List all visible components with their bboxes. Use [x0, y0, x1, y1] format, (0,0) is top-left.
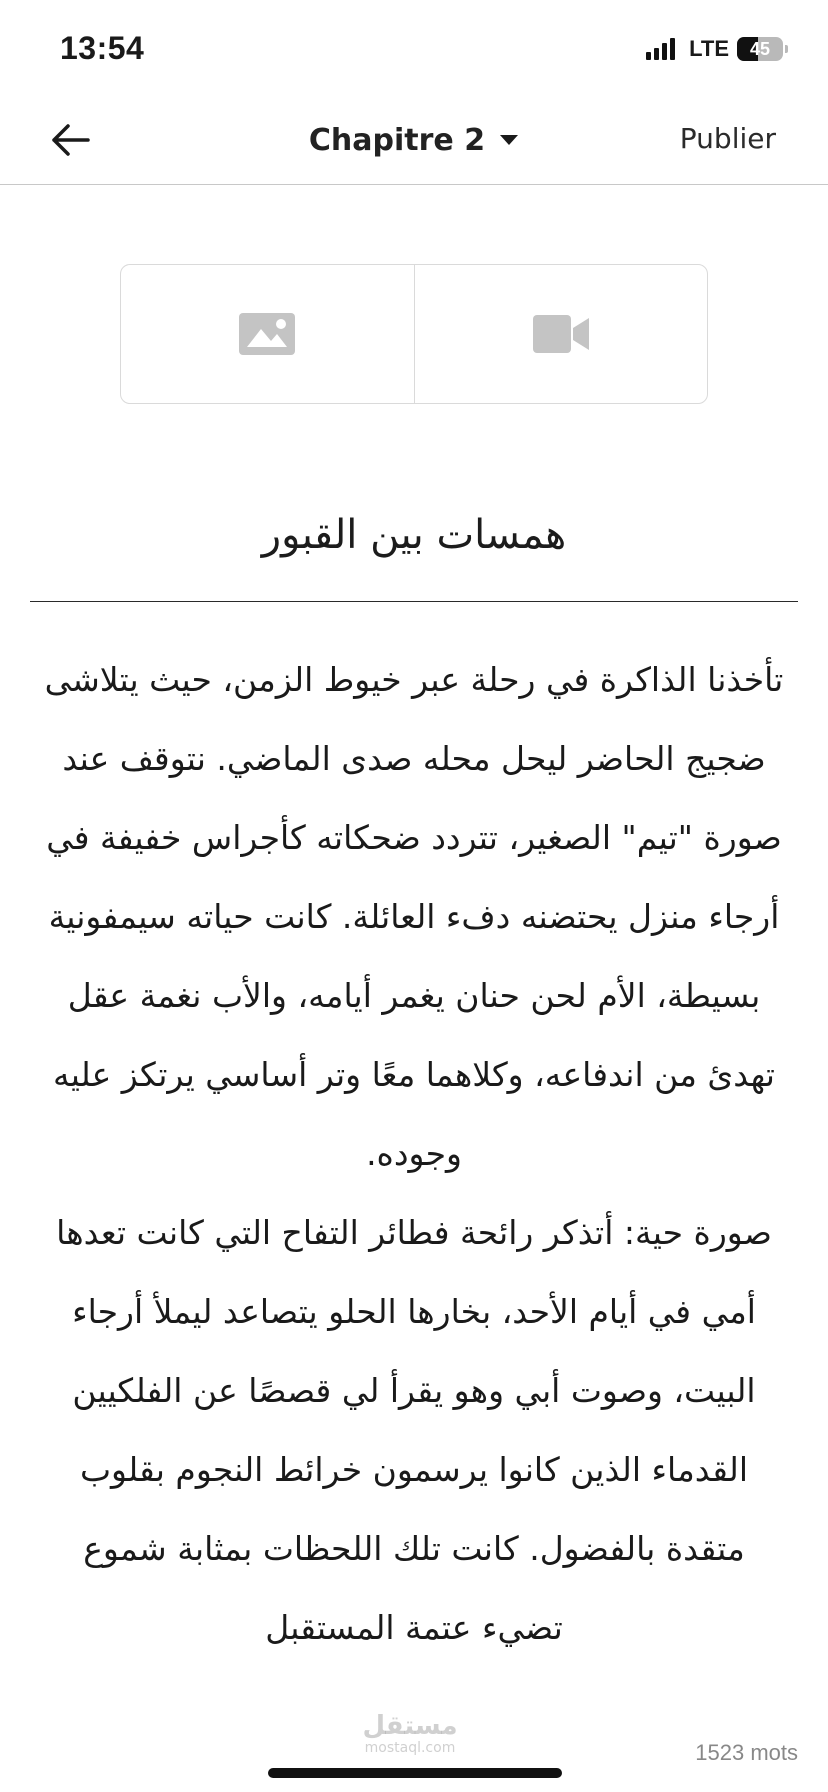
add-video-button[interactable]	[414, 265, 708, 403]
story-paragraph: تأخذنا الذاكرة في رحلة عبر خيوط الزمن، حيث يتلاشى ضجيج الحاضر ليحل محله صدى الماضي. نتوقف عند صورة "تيم" الصغير، تتردد ضحكاته كأجراس خفيفة في أرجاء منزل يحتضنه دفء العائلة. كانت حياته سيمفونية بسيطة، الأم لحن حنان يغمر أيامه، والأب نغمة عقل تهدئ من اندفاعه، وكلاهما معًا وتر أساسي يرتكز عليه وجوده.	[44, 660, 784, 1173]
add-image-button[interactable]	[121, 265, 414, 403]
status-indicators	[646, 34, 788, 64]
chapter-selector[interactable]	[294, 116, 534, 164]
story-body-editor[interactable]	[44, 640, 784, 1712]
status-time: 13:54	[60, 30, 145, 66]
caret-down-icon	[499, 134, 519, 146]
video-camera-icon	[533, 315, 589, 353]
title-divider	[30, 601, 798, 602]
home-indicator[interactable]	[268, 1768, 562, 1778]
battery-level: 45	[749, 38, 771, 59]
publish-button[interactable]: Publier	[679, 122, 776, 155]
battery-cap	[785, 45, 788, 53]
image-icon	[239, 313, 295, 355]
watermark-logo	[350, 1712, 470, 1756]
story-paragraph: صورة حية: أتذكر رائحة فطائر التفاح التي كانت تعدها أمي في أيام الأحد، بخارها الحلو يتصاعد ليملأ أرجاء البيت، وصوت أبي وهو يقرأ لي قصصًا عن الفلكيين القدماء الذين كانوا يرسمون خرائط النجوم بقلوب متقدة بالفضول. كانت تلك اللحظات بمثابة شموع تضيء عتمة المستقبل	[56, 1213, 772, 1647]
chapter-title: Chapitre 2	[308, 122, 486, 158]
arrow-left-icon	[50, 122, 90, 158]
signal-icon	[646, 38, 675, 60]
media-insert-box	[120, 264, 708, 404]
back-button[interactable]	[46, 116, 94, 164]
word-count: 1523 mots	[695, 1740, 798, 1765]
watermark-en: mostaql.com	[364, 1740, 456, 1756]
battery-icon	[737, 37, 783, 61]
status-bar	[0, 0, 828, 96]
watermark-ar: مستقل	[362, 1711, 458, 1741]
network-type: LTE	[689, 36, 729, 61]
story-title[interactable]: همسات بين القبور	[261, 512, 567, 558]
editor-header	[0, 96, 828, 185]
